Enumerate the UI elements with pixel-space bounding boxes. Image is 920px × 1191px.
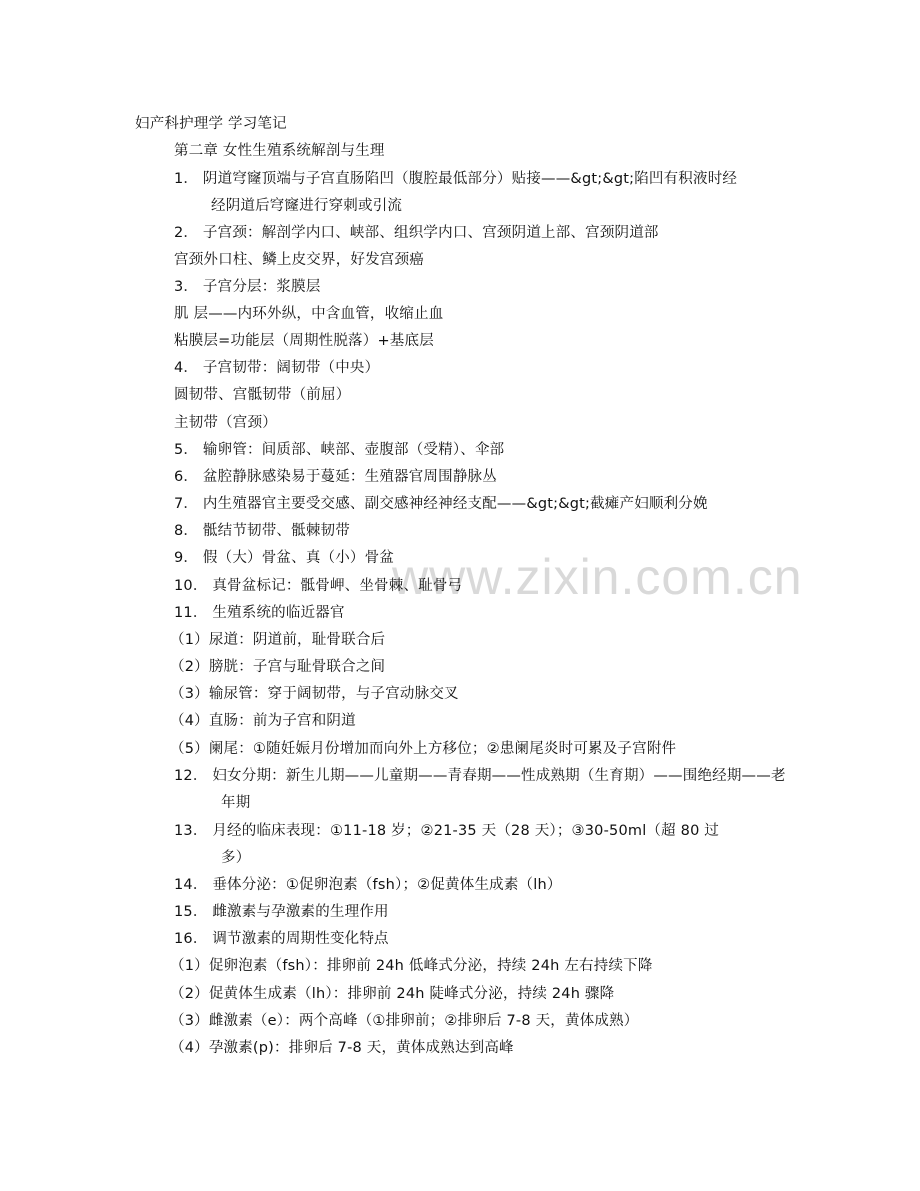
note-line: （2）膀胱：子宫与耻骨联合之间: [170, 659, 386, 675]
chapter-heading: 第二章 女性生殖系统解剖与生理: [174, 143, 385, 159]
note-line: 16． 调节激素的周期性变化特点: [174, 931, 389, 947]
note-line: 11． 生殖系统的临近器官: [174, 605, 345, 621]
note-line: 8． 骶结节韧带、骶棘韧带: [174, 523, 350, 539]
note-line: 12． 妇女分期：新生儿期——儿童期——青春期——性成熟期（生育期）——围绝经期——老: [174, 768, 786, 784]
note-line: 经阴道后穹窿进行穿刺或引流: [211, 198, 403, 214]
note-line: 3． 子宫分层：浆膜层: [174, 279, 321, 295]
note-line: 14． 垂体分泌：①促卵泡素（fsh）；②促黄体生成素（lh）: [174, 877, 562, 893]
note-line: 9． 假（大）骨盆、真（小）骨盆: [174, 550, 395, 566]
document-title: 妇产科护理学 学习笔记: [135, 116, 287, 132]
note-line: （3）输尿管：穿于阔韧带，与子宫动脉交叉: [170, 686, 459, 702]
note-line: （3）雌激素（e）：两个高峰（①排卵前；②排卵后 7-8 天，黄体成熟）: [170, 1013, 639, 1029]
note-line: （5）阑尾：①随妊娠月份增加而向外上方移位；②患阑尾炎时可累及子宫附件: [170, 741, 677, 757]
note-line: 4． 子宫韧带：阔韧带（中央）: [174, 360, 380, 376]
watermark: www.zixin.com.cn: [392, 549, 803, 605]
note-line: 主韧带（宫颈）: [174, 415, 277, 431]
note-line: （2）促黄体生成素（lh）：排卵前 24h 陡峰式分泌，持续 24h 骤降: [170, 986, 615, 1002]
note-line: （1）尿道：阴道前，耻骨联合后: [170, 632, 386, 648]
note-line: （4）直肠：前为子宫和阴道: [170, 713, 356, 729]
note-line: 15． 雌激素与孕激素的生理作用: [174, 904, 389, 920]
note-line: （1）促卵泡素（fsh）：排卵前 24h 低峰式分泌，持续 24h 左右持续下降: [170, 958, 653, 974]
note-line: 年期: [221, 795, 251, 811]
note-line: 5． 输卵管：间质部、峡部、壶腹部（受精）、伞部: [174, 442, 505, 458]
note-line: （4）孕激素(p)：排卵后 7-8 天，黄体成熟达到高峰: [170, 1040, 514, 1056]
note-line: 粘膜层=功能层（周期性脱落）+基底层: [174, 333, 434, 349]
note-line: 2． 子宫颈：解剖学内口、峡部、组织学内口、宫颈阴道上部、宫颈阴道部: [174, 225, 659, 241]
note-line: 7． 内生殖器官主要受交感、副交感神经神经支配——&gt;&gt;截瘫产妇顺利分娩: [174, 496, 708, 512]
note-line: 10． 真骨盆标记：骶骨岬、坐骨棘、耻骨弓: [174, 578, 463, 594]
note-line: 肌 层——内环外纵，中含血管，收缩止血: [174, 306, 444, 322]
note-line: 多）: [221, 850, 251, 866]
note-line: 13． 月经的临床表现：①11-18 岁；②21-35 天（28 天）；③30-50ml（超 80 过: [174, 823, 720, 839]
note-line: 圆韧带、宫骶韧带（前屈）: [174, 387, 351, 403]
note-line: 宫颈外口柱、鳞上皮交界，好发宫颈癌: [174, 252, 424, 268]
note-line: 1． 阴道穹窿顶端与子宫直肠陷凹（腹腔最低部分）贴接——&gt;&gt;陷凹有积液时经: [174, 171, 738, 187]
note-line: 6． 盆腔静脉感染易于蔓延：生殖器官周围静脉丛: [174, 469, 497, 485]
